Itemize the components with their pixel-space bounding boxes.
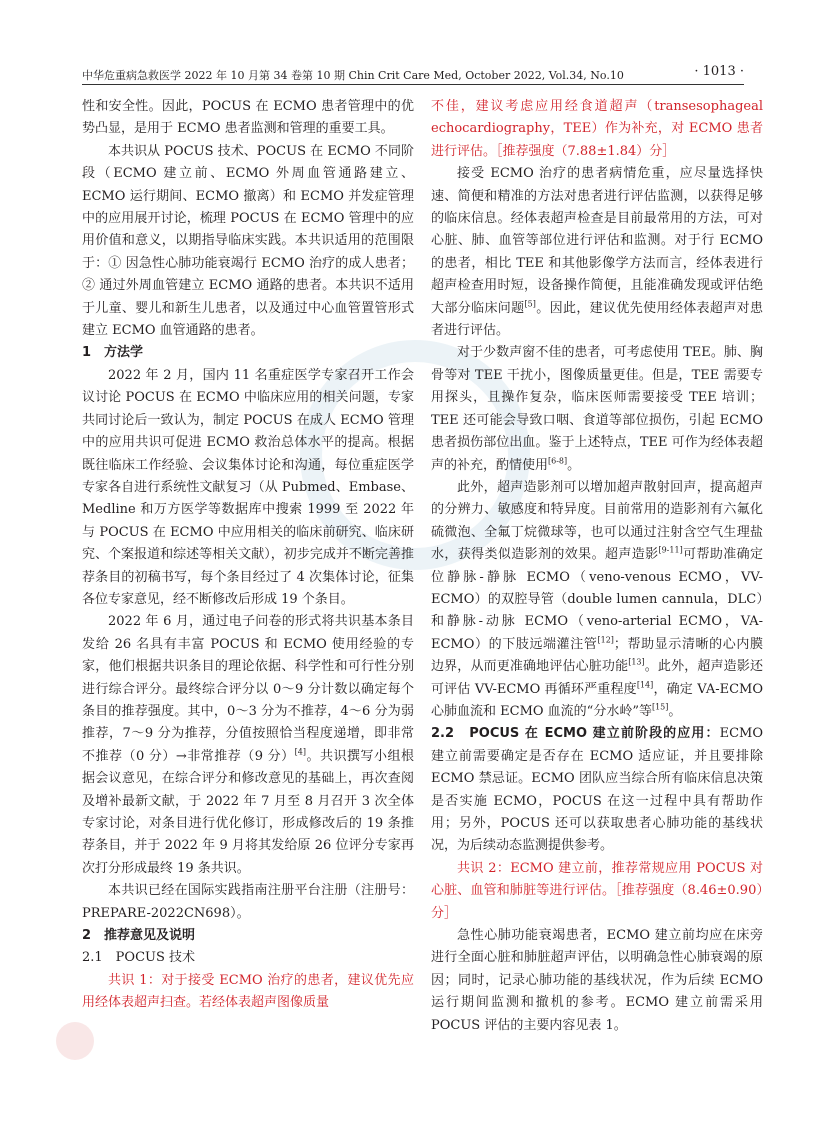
consensus-statement: 不佳，建议考虑应用经食道超声（transesophageal echocardiography，TEE）作为补充，对 ECMO 患者进行评估。［推荐强度（7.88±1.84）分］ [431, 99, 763, 159]
section-heading: 1 方法学 [82, 345, 144, 361]
text-run: 可帮助准确定位静脉-静脉 ECMO（veno-venous ECMO，VV-ECMO）的双腔导管（double lumen cannula，DLC）和静脉-动脉 ECMO（veno-arterial ECMO，VA-ECMO）的下肢远端灌注管 [431, 547, 763, 652]
citation: [14] [636, 680, 654, 690]
citation: [9-11] [658, 545, 683, 555]
paragraph [431, 477, 763, 723]
text-run: 。 [567, 457, 581, 473]
right-column [431, 96, 763, 1037]
journal-citation: 中华危重病急救医学 2022 年 10 月第 34 卷第 10 期 Chin Crit Care Med, October 2022, Vol.34, No.10 [82, 69, 624, 82]
paragraph [431, 163, 763, 342]
citation: [13] [628, 657, 645, 667]
citation: [12] [597, 635, 614, 645]
paragraph: 2022 年 2 月，国内 11 名重症医学专家召开工作会议讨论 POCUS 在 ECMO 中临床应用的相关问题，专家共同讨论后一致认为，制定 POCUS 在成人 ECMO 管理中的应用共识可促进 ECMO 救治总体水平的提高。根据既往临床工作经验、会议集体讨论和沟通，每位重症医学专家各自进行系统性文献复习（从 Pubmed、Embase、Medline 和万方医学等数据库中搜索 1999 至 2022 年与 POCUS 在 ECMO 中应用相关的临床前研究、临床研究、个案报道和综述等相关文献），初步完成并不断完善推荐条目的初稿书写，每个条目经过了 4 次集体讨论，征集各位专家意见，经不断修改后形成 19 个条目。 [82, 367, 414, 607]
citation: [4] [294, 747, 307, 757]
paragraph: 本共识从 POCUS 技术、POCUS 在 ECMO 不同阶段（ECMO 建立前、ECMO 外周血管通路建立、ECMO 运行期间、ECMO 撤离）和 ECMO 并发症管理中的应用展开讨论，梳理 POCUS 在 ECMO 管理中的应用价值和意义，以期指导临床实践。本共识适用的范围限于：① 因急性心肺功能衰竭行 ECMO 治疗的成人患者；② 通过外周血管建立 ECMO 通路的患者。本共识不适用于儿童、婴儿和新生儿患者，以及通过中心血管置管形式建立 ECMO 血管通路的患者。 [82, 143, 414, 339]
text-run: 。 [668, 703, 682, 719]
citation: [6-8] [548, 456, 568, 466]
subsection-heading: 2.1 POCUS 技术 [82, 950, 196, 966]
citation: [15] [651, 702, 669, 712]
text-run: 。共识撰写小组根据会议意见，在综合评分和修改意见的基础上，再次查阅及增补最新文献，于 2022 年 7 月至 8 月召开 3 次全体专家讨论，对条目进行优化修订，形成修改后的 19 条推荐条目，并于 2022 年 9 月将其发给原 26 位评分专家再次打分形成最终 19 条共识。 [82, 748, 414, 876]
section-heading: 2 推荐意见及说明 [82, 928, 196, 944]
text-run: 。此外，超声造影还可评估 VV-ECMO 再循环严重程度 [431, 659, 763, 697]
left-column [82, 96, 414, 1015]
citation: [5] [524, 299, 536, 309]
text-run: 接受 ECMO 治疗的患者病情危重，应尽量选择快速、简便和精准的方法对患者进行评估监测，以获得足够的临床信息。经体表超声检查是目前最常用的方法，可对心脏、肺、血管等部位进行评估和监测。对于行 ECMO 的患者，相比 TEE 和其他影像学方法而言，经体表进行超声检查用时短，设备操作简便，且能准确发现或评估绝大部分临床问题 [431, 166, 763, 316]
paragraph [431, 723, 763, 857]
text-run: ；帮助显示清晰的心内膜边界，从而更准确地评估心脏功能 [431, 636, 763, 675]
watermark-logo [56, 1022, 94, 1060]
subsection-heading: 2.2 POCUS 在 ECMO 建立前阶段的应用： [431, 726, 720, 742]
running-header [82, 64, 744, 85]
consensus-statement: 共识 2：ECMO 建立前，推荐常规应用 POCUS 对心脏、血管和肺脏等进行评估。［推荐强度（8.46±0.90）分］ [431, 860, 763, 921]
text-run: 对于少数声窗不佳的患者，可考虑使用 TEE。肺、胸骨等对 TEE 干扰小，图像质量更佳。但是，TEE 需要专用探头，且操作复杂，临床医师需要接受 TEE 培训；TEE 还可能会导致口咽、食道等部位损伤，引起 ECMO 患者损伤部位出血。鉴于上述特点，TEE 可作为经体表超声的补充，酌情使用 [431, 345, 763, 473]
paragraph: 急性心肺功能衰竭患者，ECMO 建立前均应在床旁进行全面心脏和肺脏超声评估，以明确急性心肺衰竭的原因；同时，记录心肺功能的基线状况，作为后续 ECMO 运行期间监测和撤机的参考。ECMO 建立前需采用 POCUS 评估的主要内容见表 1。 [431, 928, 763, 1033]
text-run: ECMO 建立前需要确定是否存在 ECMO 适应证，并且要排除 ECMO 禁忌证。ECMO 团队应当综合所有临床信息决策是否实施 ECMO，POCUS 在这一过程中具有帮助作用；另外，POCUS 还可以获取患者心肺功能的基线状况，为后续动态监测提供参考。 [431, 726, 763, 854]
paragraph: 性和安全性。因此，POCUS 在 ECMO 患者管理中的优势凸显，是用于 ECMO 患者监测和管理的重要工具。 [82, 99, 414, 137]
paragraph: 本共识已经在国际实践指南注册平台注册（注册号：PREPARE-2022CN698）。 [82, 883, 414, 921]
page-number: · 1013 · [694, 64, 744, 79]
text-run: ，确定 VA-ECMO 心肺血流和 ECMO 血流的“分水岭”等 [431, 681, 763, 719]
text-run: 。因此，建议优先使用经体表超声对患者进行评估。 [431, 300, 763, 339]
paragraph [431, 342, 763, 476]
text-run: 此外，超声造影剂可以增加超声散射回声，提高超声的分辨力、敏感度和特异度。目前常用的造影剂有六氟化硫微泡、全氟丁烷微球等，也可以通过注射含空气生理盐水，获得类似造影剂的效果。超声造影 [431, 479, 763, 563]
text-run: 2022 年 6 月，通过电子问卷的形式将共识基本条目发给 26 名具有丰富 POCUS 和 ECMO 使用经验的专家，他们根据共识条目的理论依据、科学性和可行性分别进行综合评分。最终综合评分以 0～9 分计数以确定每个条目的推荐强度。其中，0～3 分为不推荐，4～6 分为弱推荐，7～9 分为推荐，分值按照恰当程度递增，即非常不推荐（0 分）→非常推荐（9 分） [82, 614, 414, 764]
consensus-statement: 共识 1：对于接受 ECMO 治疗的患者，建议优先应用经体表超声扫查。若经体表超声图像质量 [82, 972, 414, 1011]
paragraph [82, 611, 414, 880]
